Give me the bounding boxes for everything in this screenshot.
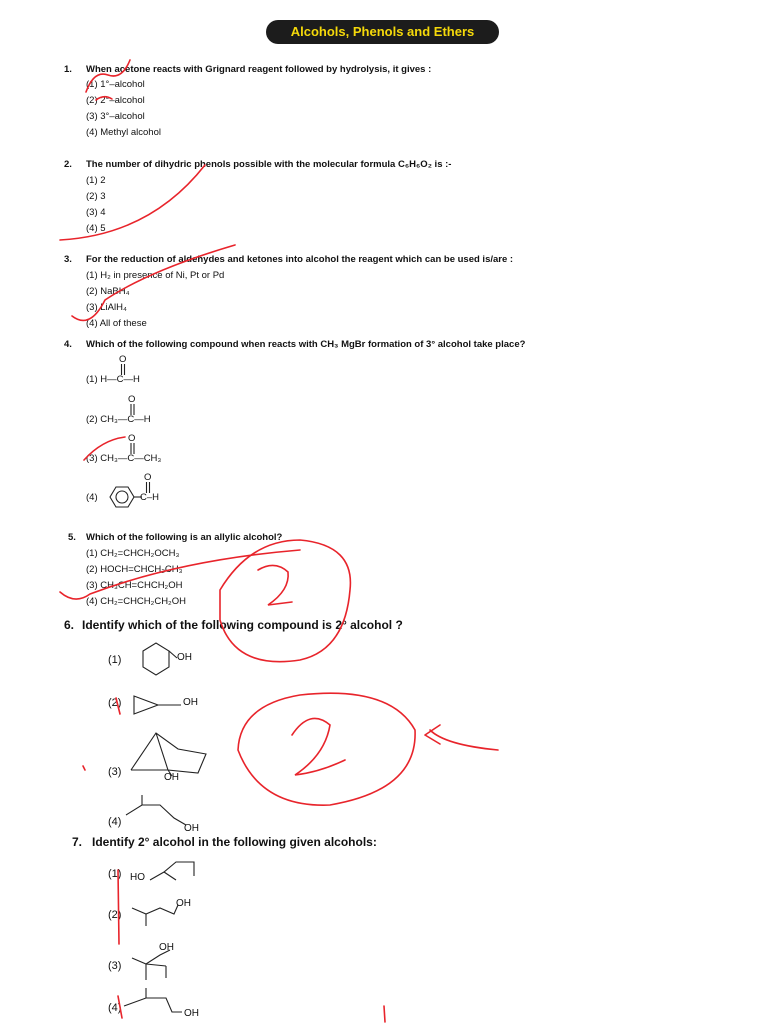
- q6-opt2-oh: OH: [183, 697, 198, 708]
- q7-opt1-ho: HO: [130, 872, 145, 883]
- q2-option-3: (3) 4: [86, 207, 106, 218]
- q6-opt2-tick: [116, 698, 120, 714]
- q6-text: Identify which of the following compound is 2° alcohol ?: [82, 618, 403, 632]
- q4-opt4-carbonyl-o: O: [144, 472, 152, 483]
- q6-option-2: (2): [108, 697, 122, 709]
- q2-option-2: (2) 3: [86, 191, 106, 202]
- q4-option-2: (2) CH₃—C—H: [86, 414, 151, 425]
- q2-slash: [60, 165, 205, 240]
- q3-option-4: (4) All of these: [86, 318, 147, 329]
- q7-text: Identify 2° alcohol in the following given alcohols:: [92, 835, 377, 849]
- q3-option-3: (3) LiAlH₄: [86, 302, 127, 313]
- q5-text: Which of the following is an allylic alcohol?: [86, 532, 283, 543]
- arrow-head: [425, 725, 440, 744]
- q4-opt3-carbonyl-o: O: [128, 433, 136, 444]
- q2-option-1: (1) 2: [86, 175, 106, 186]
- answer-circle-1: [220, 540, 350, 662]
- q3-mark: [72, 245, 235, 320]
- q3-option-2: (2) NaBH₄: [86, 286, 130, 297]
- q7-option-4: (4): [108, 1002, 122, 1014]
- q6-opt3-oh: OH: [164, 772, 179, 783]
- q4-option-1: (1) H—C—H: [86, 374, 140, 385]
- q6-opt1-oh: OH: [177, 652, 192, 663]
- stray-dot: [83, 766, 85, 770]
- q5-option-2: (2) HOCH=CHCH₂CH₃: [86, 564, 183, 575]
- q5-option-1: (1) CH₂=CHCH₂OCH₃: [86, 548, 180, 559]
- q7-opt4-mark: [118, 996, 122, 1018]
- q2-option-4: (4) 5: [86, 223, 106, 234]
- q7-opt3-oh: OH: [159, 942, 174, 953]
- arrow-line: [430, 730, 498, 750]
- q5-number: 5.: [68, 532, 76, 543]
- q2-text: The number of dihydric phenols possible with the molecular formula C₆H₆O₂ is :-: [86, 159, 452, 170]
- q6-option-1: (1): [108, 654, 122, 666]
- q6-number: 6.: [64, 618, 75, 632]
- q6-opt4-oh: OH: [184, 823, 199, 834]
- page-title: Alcohols, Phenols and Ethers: [266, 20, 499, 44]
- q5-slash: [60, 550, 300, 599]
- q1-mark: [86, 60, 130, 92]
- q5-option-3: (3) CH₃CH=CHCH₂OH: [86, 580, 183, 591]
- q4-opt2-carbonyl-o: O: [128, 394, 136, 405]
- q5-option-4: (4) CH₂=CHCH₂CH₂OH: [86, 596, 186, 607]
- q3-option-1: (1) H₂ in presence of Ni, Pt or Pd: [86, 270, 225, 281]
- answer-circle-2: [238, 693, 415, 805]
- q1-tick: [96, 97, 112, 100]
- q6-option-3: (3): [108, 766, 122, 778]
- q3-number: 3.: [64, 254, 72, 265]
- q7-option-3: (3): [108, 960, 122, 972]
- q4-option-4: (4): [86, 492, 98, 503]
- q4-tick: [84, 437, 125, 460]
- stray-mark: [384, 1006, 385, 1022]
- q1-option-4: (4) Methyl alcohol: [86, 127, 161, 138]
- q3-text: For the reduction of aldehydes and ketones into alcohol the reagent which can be used is/are :: [86, 254, 514, 265]
- handwritten-2: [292, 718, 345, 775]
- handwritten-3: [258, 565, 292, 605]
- q4-opt4-ch: C–H: [140, 492, 160, 503]
- q4-option-3: (3) CH₃—C—CH₃: [86, 453, 162, 464]
- q1-option-1: (1) 1°–alcohol: [86, 79, 145, 90]
- q1-option-3: (3) 3°–alcohol: [86, 111, 145, 122]
- q4-text: Which of the following compound when reacts with CH₃ MgBr formation of 3° alcohol take place?: [86, 339, 526, 350]
- q1-number: 1.: [64, 64, 72, 75]
- q1-text: When acetone reacts with Grignard reagent followed by hydrolysis, it gives :: [86, 64, 432, 75]
- q1-option-2: (2) 2°–alcohol: [86, 95, 145, 106]
- q4-opt1-carbonyl-o: O: [119, 354, 127, 365]
- q4-number: 4.: [64, 339, 72, 350]
- q7-option-1: (1): [108, 868, 122, 880]
- q2-number: 2.: [64, 159, 72, 170]
- q7-option-2: (2): [108, 909, 122, 921]
- q7-mark: [118, 870, 119, 944]
- q6-option-4: (4): [108, 816, 122, 828]
- q7-number: 7.: [72, 835, 83, 849]
- q7-opt4-oh: OH: [184, 1008, 199, 1019]
- q7-opt2-oh: OH: [176, 898, 191, 909]
